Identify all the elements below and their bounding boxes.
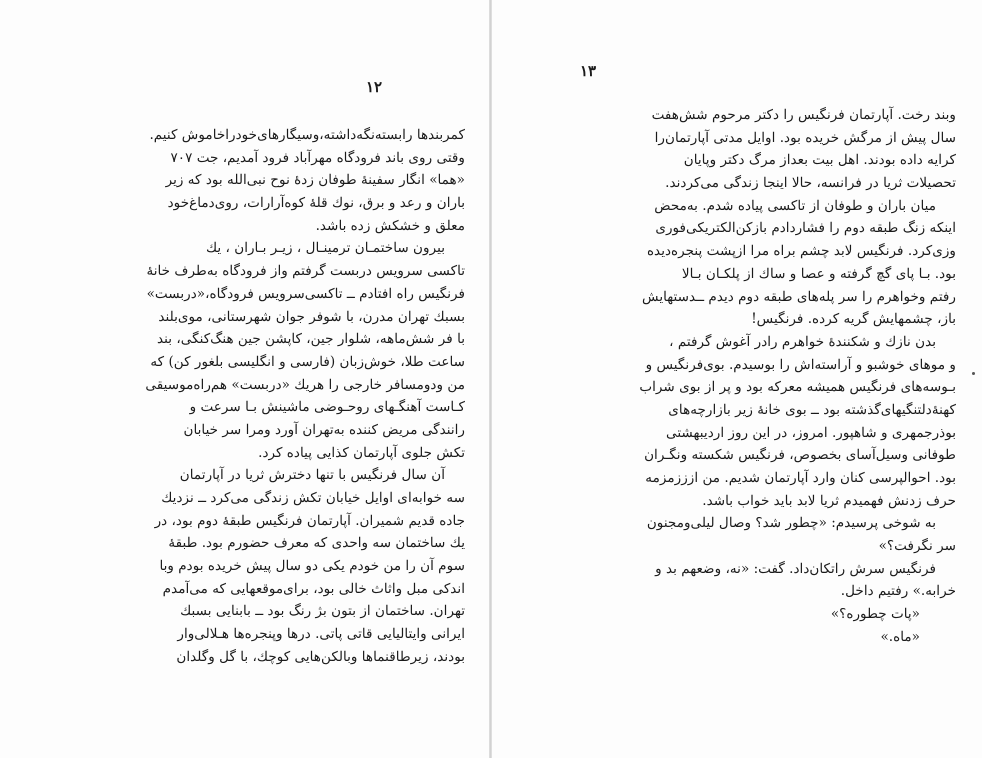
text-line: بود. احوالپرسی کنان وارد آپارتمان شدیم. من ازززمزمه (645, 470, 956, 486)
text-line: کرایه داده بودند. اهل بیت بعداز مرگ دکتر وپایان (683, 152, 956, 169)
text-line: جاده قدیم شمیران. آپارتمان فرنگیس طبقهٔ دوم بود، در (154, 512, 465, 529)
text-line: بسبك تهران مدرن، با شوفر جوان شهرستانی، موی‌بلند (158, 308, 465, 325)
text-line: تحصیلات ثریا در فرانسه، حالا اینجا زندگی می‌کردند. (665, 175, 956, 192)
text-line: سه خوابه‌ای اوایل خیابان تکش زندگی می‌کرد ــ نزدیك (161, 490, 465, 506)
text-line: حرف زدنش فهمیدم ثریا لابد باید خواب باشد. (702, 492, 956, 509)
text-line: تاکسی سرویس دربست گرفتم واز فرودگاه به‌طرف خانهٔ (146, 263, 465, 280)
text-line: ایرانی وایتالیایی قاتی پاتی. درها وپنجره‌ها هـلالی‌وار (177, 626, 465, 643)
text-line: میان باران و طوفان از تاکسی پیاده شدم. به‌محض (654, 197, 936, 214)
text-line: بوذرجمهری و شاهپور. امروز، در این روز اردیبهشتی (665, 424, 956, 441)
text-line: آن سال فرنگیس با تنها دخترش ثریا در آپارتمان (179, 467, 445, 484)
left-page-number: ۱۲ (366, 78, 383, 96)
text-line: کهنهٔ‌دلتنگیهای‌گذشته بود ــ بوی خانهٔ زیر بازارچه‌های (668, 401, 956, 418)
left-page-text (36, 124, 465, 669)
text-line: فرنگیس راه افتادم ــ تاکسی‌سرویس فرودگاه،«دربست» (146, 285, 465, 302)
text-line: و موهای خوشبو و آراسته‌اش را بوسیدم. بوی‌فرنگیس و (645, 356, 956, 373)
text-line: یك ساختمان سه واحدی که معرف حضورم بود. طبقهٔ (168, 535, 465, 552)
text-line: بیرون ساختمـان ترمینـال ، زیـر بـاران ، یك (205, 240, 445, 257)
text-line: کـاست آهنگـهای روحـوضی ماشینش بـا سرعت و (189, 399, 465, 416)
right-page (492, 0, 982, 758)
text-line: خرابه.» رفتیم داخل. (840, 583, 956, 600)
text-line: اینکه زنگ طبقه دوم را فشاردادم بازکن‌الکتریکی‌فوری (655, 220, 956, 237)
text-line: «هما» انگار سفینهٔ طوفان زدهٔ نوح نبی‌الله بود که زیر (165, 172, 465, 189)
text-line: سال پیش از مرگش خریده بود. اوایل مدتی آپارتمان‌را (654, 129, 956, 146)
text-line: فرنگیس سرش راتکان‌داد. گفت: «نه، وضعهم بد و (655, 560, 936, 577)
text-line: من ودومسافر خارجی را هریك «دربست» هم‌راه‌موسیقی (145, 376, 465, 393)
text-line: بود. بـا پای گچ گرفته و عصا و ساك از پلکـان بـالا (681, 265, 956, 282)
text-line: رفتم وخواهرم را سر پله‌های طبقه دوم دیدم ــدستهایش (641, 288, 956, 305)
text-line: سر نگرفت؟» (878, 538, 956, 555)
text-line: بودند، زیرطاقنماها وبالکن‌هایی کوچك، با گل وگلدان (176, 648, 465, 665)
text-line: کمربندها رابسته‌نگه‌داشته،وسیگارهای‌خودراخاموش کنیم. (149, 127, 465, 143)
text-line: اندکی مبل واثاث خالی بود، برای‌موقعهایی که می‌آمدم (162, 580, 465, 597)
text-line: بـوسه‌های فرنگیس همیشه معرکه بود و پر از بوی شراب (639, 379, 956, 396)
right-page-text (586, 104, 956, 649)
text-line: وبند رخت. آپارتمان فرنگیس را دکتر مرحوم شش‌هفت (651, 107, 956, 123)
text-line: «ماه.» (880, 628, 920, 645)
text-line: ساعت طلا، خوش‌زبان (فارسی و انگلیسی بلغور کن) که (150, 353, 465, 370)
text-line: باران و رعد و برق، نوك قلهٔ کوه‌آرارات، روی‌دماغ‌خود (167, 195, 465, 212)
text-line: طوفانی وسیل‌آسای بخصوص، فرنگیس شکسته ونگـران (644, 447, 956, 464)
text-line: تکش جلوی آپارتمان کذایی پیاده کرد. (258, 444, 465, 461)
text-line: بدن نازك و شکنندهٔ خواهرم رادر آغوش گرفتم ، (669, 333, 936, 350)
right-page-number: ۱۳ (580, 62, 597, 80)
left-page (0, 0, 489, 758)
text-line: معلق و خشکش زده باشد. (315, 217, 465, 234)
text-line: وزی‌کرد. فرنگیس لابد چشم براه مرا ازپشت پنجره‌دیده (646, 243, 956, 260)
text-line: «پات چطوره؟» (830, 606, 920, 623)
text-line: وقتی روی باند فرودگاه مهرآباد فرود آمدیم، جت ۷۰۷ (170, 149, 465, 166)
text-line: با فر شش‌ماهه، شلوار جین، کاپشن جین هنگ‌کنگی، بند (157, 331, 465, 348)
text-line: تهران. ساختمان از بتون بژ رنگ بود ــ بابنایی بسبك (180, 603, 465, 620)
text-line: به شوخی پرسیدم: «چطور شد؟ وصال لیلی‌ومجنون (646, 515, 936, 532)
text-line: سوم آن را من خودم یکی دو سال پیش خریده بودم وبا (159, 558, 465, 575)
scan-speck (972, 372, 975, 375)
text-line: رانندگی مریض کننده به‌تهران آورد ومرا سر خیابان (183, 421, 465, 438)
text-line: باز، چشمهایش گریه کرده. فرنگیس! (751, 311, 956, 328)
